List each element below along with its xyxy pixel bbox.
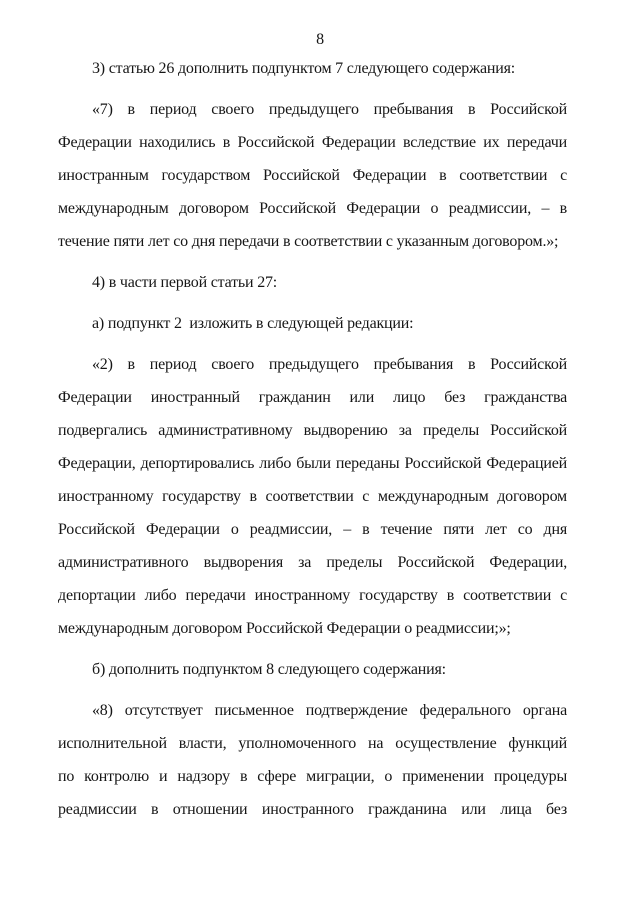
text-line: Российской Федерации о реадмиссии, – в течение пяти лет со дня bbox=[58, 521, 567, 538]
text-line: реадмиссии в отношении иностранного гражданина или лица без bbox=[58, 801, 567, 818]
text-line: «8) отсутствует письменное подтверждение федерального органа bbox=[92, 702, 567, 719]
text-line: а) подпункт 2 изложить в следующей редакции: bbox=[92, 315, 414, 332]
text-line: 4) в части первой статьи 27: bbox=[92, 274, 278, 291]
paragraph bbox=[58, 694, 567, 826]
paragraph bbox=[58, 93, 567, 258]
paragraph bbox=[58, 307, 567, 340]
text-line: депортации либо передачи иностранному государству в соответствии с bbox=[58, 587, 567, 604]
text-line: Федерации находились в Российской Федерации вследствие их передачи bbox=[58, 134, 567, 151]
paragraph bbox=[58, 266, 567, 299]
text-line: «7) в период своего предыдущего пребывания в Российской bbox=[92, 101, 567, 118]
text-line: подвергались административному выдворению за пределы Российской bbox=[58, 422, 567, 439]
text-line: иностранному государству в соответствии с международным договором bbox=[58, 488, 567, 505]
page-number: 8 bbox=[316, 31, 324, 48]
paragraph bbox=[58, 52, 567, 85]
text-line: административного выдворения за пределы Российской Федерации, bbox=[58, 554, 567, 571]
text-line: «2) в период своего предыдущего пребывания в Российской bbox=[92, 356, 567, 373]
paragraph bbox=[58, 348, 567, 645]
text-line: 3) статью 26 дополнить подпунктом 7 следующего содержания: bbox=[92, 60, 515, 77]
text-line: Федерации иностранный гражданин или лицо без гражданства bbox=[58, 389, 567, 406]
text-line: б) дополнить подпунктом 8 следующего содержания: bbox=[92, 661, 446, 678]
paragraph bbox=[58, 653, 567, 686]
document-body bbox=[58, 52, 567, 826]
text-line: иностранным государством Российской Федерации в соответствии с bbox=[58, 167, 567, 184]
text-line: международным договором Российской Федерации о реадмиссии, – в bbox=[58, 200, 567, 217]
text-line: международным договором Российской Федерации о реадмиссии;»; bbox=[58, 620, 511, 637]
text-line: исполнительной власти, уполномоченного на осуществление функций bbox=[58, 735, 567, 752]
text-line: течение пяти лет со дня передачи в соответствии с указанным договором.»; bbox=[58, 233, 559, 250]
text-line: Федерации, депортировались либо были переданы Российской Федерацией bbox=[58, 455, 567, 472]
text-line: по контролю и надзору в сфере миграции, о применении процедуры bbox=[58, 768, 567, 785]
